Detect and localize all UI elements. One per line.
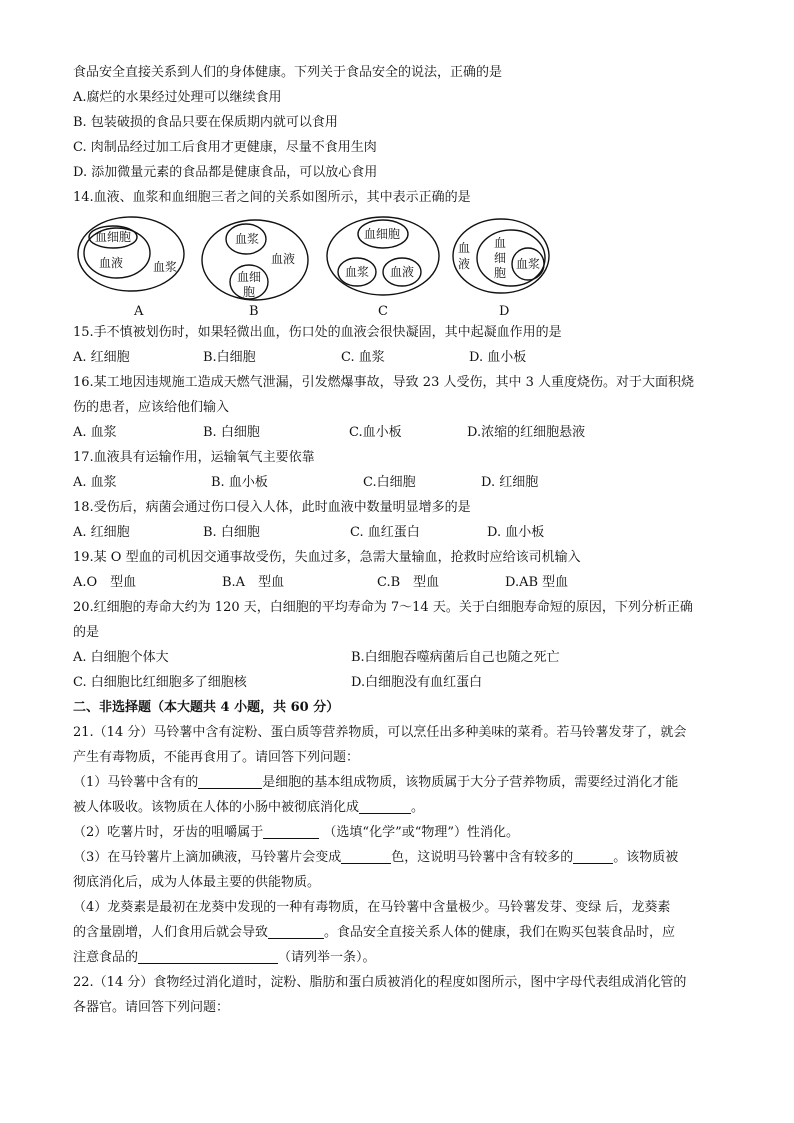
fig-d-label-blood-2: 液: [458, 257, 471, 271]
q13-option-d: D. 添加微量元素的食品都是健康食品，可以放心食用: [73, 165, 378, 180]
q21-intro-1: 21.（14 分）马铃薯中含有淀粉、蛋白质等营养物质，可以烹任出多种美味的菜肴。若马铃薯发芽了，就会: [73, 725, 687, 740]
q16-stem-2: 伤的患者，应该给他们输入: [73, 400, 230, 415]
q16-options: [73, 420, 733, 445]
q17-stem: 17.血液具有运输作用，运输氧气主要依靠: [73, 450, 315, 465]
q21-p4-blank-1[interactable]: [268, 923, 324, 939]
q13-stem: 食品安全直接关系到人们的身体健康。下列关于食品安全的说法，正确的是: [73, 65, 503, 80]
q18-option-a: A. 红细胞: [73, 525, 130, 540]
q19-option-d: D.AB 型血: [505, 575, 569, 590]
q21-intro-2: 产生有毒物质，不能再食用了。请回答下列问题：: [73, 750, 360, 765]
q19-stem: 19.某 O 型血的司机因交通事故受伤，失血过多，急需大量输血，抢救时应给该司机输入: [73, 550, 581, 565]
q13-option-b: B. 包装破损的食品只要在保质期内就可以食用: [73, 115, 338, 130]
q21-p4-text-c: 。食品安全直接关系人体的健康，我们在购买包装食品时，应: [324, 925, 676, 940]
q21-part4-line1: （4）龙葵素是最初在龙葵中发现的一种有毒物质，在马铃薯中含量极少。马铃薯发芽、变绿 后，龙葵素: [73, 900, 671, 915]
q21-part2: [73, 820, 733, 845]
fig-b-label-cells-2: 胞: [243, 285, 256, 299]
fig-c-label-blood: 血液: [390, 265, 415, 279]
q21-p2-text-b: （选填“化学”或“物理”）性消化。: [323, 825, 520, 840]
q21-part4-line2: [73, 920, 733, 945]
q15-option-b: B.白细胞: [203, 350, 256, 365]
venn-diagrams: [73, 212, 563, 304]
exam-page: [73, 60, 733, 1020]
q22-line-1: 22.（14 分）食物经过消化道时，淀粉、脂肪和蛋白质被消化的程度如图所示，图中字母代表组成消化管的: [73, 975, 687, 990]
fig-d-label-plasma: 血浆: [516, 257, 541, 271]
q15-stem: 15.手不慎被划伤时，如果轻微出血，伤口处的血液会很快凝固，其中起凝血作用的是: [73, 325, 562, 340]
q17-option-c: C.白细胞: [363, 475, 416, 490]
fig-d-label-cells-2: 细: [494, 251, 507, 265]
fig-b-label-blood: 血液: [271, 252, 296, 266]
q20-stem-2: 的是: [73, 625, 100, 640]
q21-p4-text-e: （请列举一条）。: [278, 950, 376, 965]
q18-stem: 18.受伤后，病菌会通过伤口侵入人体，此时血液中数量明显增多的是: [73, 500, 471, 515]
q20-option-d: D.白细胞没有血红蛋白: [351, 675, 483, 690]
q15-option-d: D. 血小板: [469, 350, 527, 365]
q19-option-b: B.A 型血: [222, 575, 285, 590]
q15-option-a: A. 红细胞: [73, 350, 130, 365]
q20-option-c: C. 白细胞比红细胞多了细胞核: [73, 675, 247, 690]
q21-part1-line2: [73, 795, 733, 820]
fig-b-caption: B: [249, 304, 259, 319]
q18-option-d: D. 血小板: [487, 525, 545, 540]
q21-p1-blank-1[interactable]: [198, 773, 262, 789]
fig-b-label-plasma: 血浆: [235, 232, 260, 246]
q20-option-b: B.白细胞吞噬病菌后自己也随之死亡: [351, 650, 560, 665]
q21-p4-text-b: 的含量剧增，人们食用后就会导致: [73, 925, 269, 940]
q21-p3-text-a: （3）在马铃薯片上滴加碘液，马铃薯片会变成: [73, 850, 342, 865]
fig-b-label-cells-1: 血细: [237, 270, 262, 284]
q19-option-a: A.O 型血: [73, 575, 137, 590]
q16-option-a: A. 血浆: [73, 425, 117, 440]
q21-part3-line2: 彻底消化后，成为人体最主要的供能物质。: [73, 875, 321, 890]
q21-part1-line1: [73, 770, 733, 795]
q19-options: [73, 570, 733, 595]
q13-option-a: A.腐烂的水果经过处理可以继续食用: [73, 90, 282, 105]
section-heading: 二、非选择题（本大题共 4 小题，共 60 分）: [73, 700, 340, 715]
q19-option-c: C.B 型血: [377, 575, 440, 590]
q14-stem: 14.血液、血浆和血细胞三者之间的关系如图所示，其中表示正确的是: [73, 190, 471, 205]
q22-line-2: 各器官。请回答下列问题：: [73, 1000, 230, 1015]
q17-option-a: A. 血浆: [73, 475, 117, 490]
q16-option-b: B. 白细胞: [203, 425, 260, 440]
fig-a-label-plasma: 血浆: [153, 260, 178, 274]
q21-p1-blank-2[interactable]: [359, 798, 411, 814]
q21-part3-line1: [73, 845, 733, 870]
q20-options-row-2: [73, 670, 733, 695]
q21-p3-text-b: 色，这说明马铃薯中含有较多的: [391, 850, 574, 865]
q18-options: [73, 520, 733, 545]
q15-option-c: C. 血浆: [341, 350, 385, 365]
fig-d-label-cells-3: 胞: [494, 266, 507, 280]
q14-figure: [73, 212, 563, 320]
fig-d-label-cells-1: 血: [494, 236, 507, 250]
fig-a-label-cells: 血细胞: [95, 230, 132, 244]
q17-option-d: D. 红细胞: [481, 475, 539, 490]
q21-p3-blank-2[interactable]: [573, 848, 613, 864]
q21-p2-text-a: （2）吃薯片时，牙齿的咀嚼属于: [73, 825, 264, 840]
fig-a-outer: [78, 217, 184, 291]
q21-p4-blank-2[interactable]: [138, 948, 278, 964]
q17-option-b: B. 血小板: [211, 475, 268, 490]
q15-options: [73, 345, 733, 370]
q13-option-c: C. 肉制品经过加工后食用才更健康，尽量不食用生肉: [73, 140, 377, 155]
q21-p1-text-a: （1）马铃薯中含有的: [73, 775, 199, 790]
q21-part4-line3: [73, 945, 733, 970]
q21-p1-text-b: 是细胞的基本组成物质，该物质属于大分子营养物质，需要经过消化才能: [262, 775, 679, 790]
q21-p3-text-c: 。该物质被: [613, 850, 679, 865]
q21-p1-text-c: 被人体吸收。该物质在人体的小肠中被彻底消化成: [73, 800, 360, 815]
q16-option-d: D.浓缩的红细胞悬液: [467, 425, 586, 440]
q21-p3-blank-1[interactable]: [341, 848, 391, 864]
fig-a-caption: A: [134, 304, 144, 319]
fig-d-label-blood-1: 血: [458, 241, 471, 255]
q21-p4-text-d: 注意食品的: [73, 950, 139, 965]
fig-c-label-plasma: 血浆: [345, 265, 370, 279]
q21-p1-text-d: 。: [411, 800, 425, 815]
fig-a-label-blood: 血液: [99, 256, 124, 270]
q20-stem-1: 20.红细胞的寿命大约为 120 天，白细胞的平均寿命为 7～14 天。关于白细胞寿命短的原因，下列分析正确: [73, 600, 693, 615]
q18-option-b: B. 白细胞: [203, 525, 260, 540]
fig-c-label-cells: 血细胞: [364, 227, 401, 241]
q16-stem-1: 16.某工地因违规施工造成天燃气泄漏，引发燃爆事故，导致 23 人受伤，其中 3 人重度烧伤。对于大面积烧: [73, 375, 695, 390]
q18-option-c: C. 血红蛋白: [350, 525, 420, 540]
q16-option-c: C.血小板: [349, 425, 402, 440]
fig-d-caption: D: [499, 304, 510, 319]
q17-options: [73, 470, 733, 495]
q20-option-a: A. 白细胞个体大: [73, 650, 169, 665]
q21-p2-blank[interactable]: [263, 823, 319, 839]
q20-options-row-1: [73, 645, 733, 670]
fig-c-caption: C: [378, 304, 388, 319]
